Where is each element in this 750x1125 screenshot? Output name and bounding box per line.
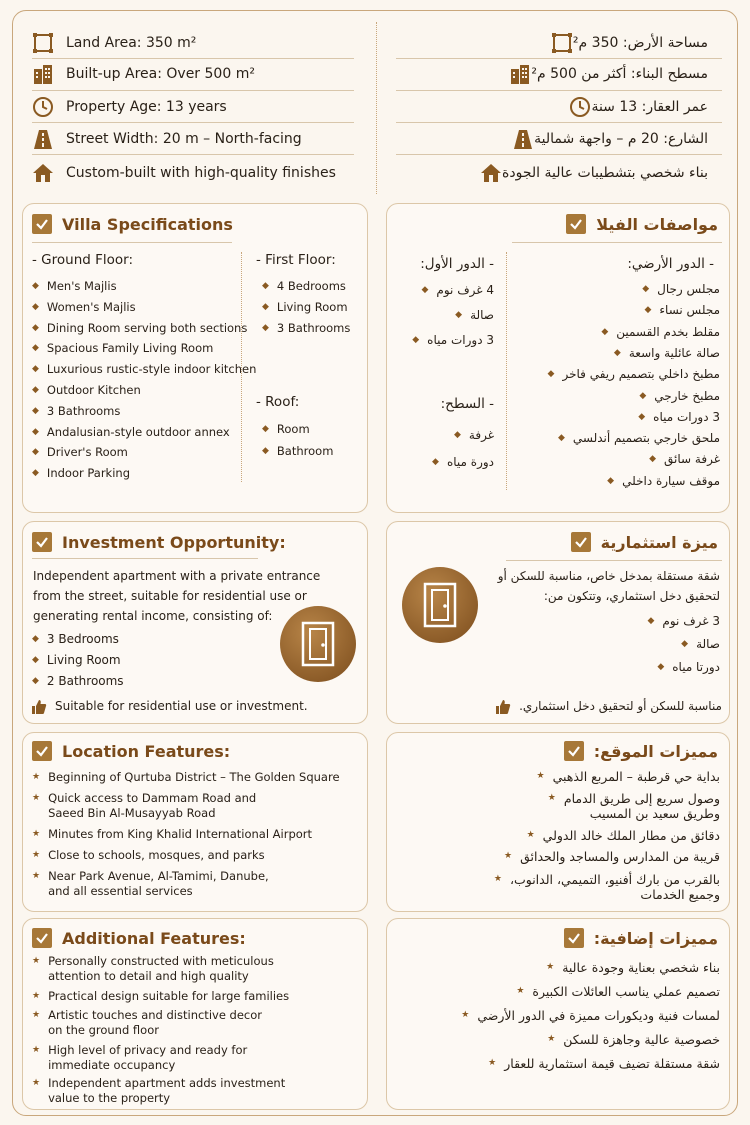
list-item [546,960,720,975]
fact-text: Custom-built with high-quality finishes [66,165,336,181]
checkbox-icon [32,928,52,948]
list-item [32,674,124,689]
list-item [547,1032,720,1047]
star-bullet-icon: ★ [546,962,555,972]
item-text: صالة [696,637,720,651]
section-title: Additional Features: [62,928,246,948]
list-item [32,383,141,398]
door-icon [402,567,478,643]
investment-en-heading [32,532,286,552]
star-bullet-icon: ★ [536,771,545,781]
item-text: بالقرب من بارك أفنيو، التميمي، الدانوب، وجميع الخدمات [509,872,720,902]
diamond-bullet-icon: ◆ [644,305,652,316]
star-bullet-icon: ★ [32,871,41,881]
list-item [649,452,720,467]
list-item [32,1008,262,1038]
star-bullet-icon: ★ [32,793,41,803]
diamond-bullet-icon: ◆ [32,634,39,644]
ground-floor-title: - Ground Floor: [32,252,134,268]
list-item [32,1043,247,1073]
diamond-bullet-icon: ◆ [262,301,269,312]
checkbox-icon [32,214,52,234]
fact-street-width [32,126,302,152]
item-text: 3 Bathrooms [276,320,351,335]
item-text: Driver's Room [46,445,128,460]
item-text: مطبخ داخلي بتصميم ريفي فاخر [562,367,720,382]
item-text: Andalusian-style outdoor annex [46,424,230,439]
list-item [32,632,119,647]
item-text: دورة مياه [446,455,494,469]
item-text: Living Room [276,299,348,314]
diamond-bullet-icon: ◆ [642,284,650,294]
list-item [548,791,720,821]
item-text: Beginning of Qurtuba District – The Golden Square [48,770,340,784]
list-item [412,333,494,348]
fact-text: مساحة الأرض: 350 م² [572,35,708,51]
star-bullet-icon: ★ [547,793,556,803]
item-text: مجلس رجال [657,282,720,296]
item-text: مجلس نساء [659,303,720,318]
star-bullet-icon: ★ [32,850,41,860]
item-text: Spacious Family Living Room [46,341,214,356]
door-icon [280,606,356,682]
item-text: Men's Majlis [46,279,117,293]
list-item [422,283,495,298]
diamond-bullet-icon: ◆ [32,281,39,291]
item-text: صالة عائلية واسعة [628,345,720,360]
list-item [32,425,230,440]
diamond-bullet-icon: ◆ [657,662,665,672]
item-text: قريبة من المدارس والمساجد والحدائق [520,849,720,864]
fact-text: مسطح البناء: أكثر من 500 م² [531,66,708,82]
diamond-bullet-icon: ◆ [649,454,657,465]
item-text: 3 Bedrooms [46,632,119,646]
diamond-bullet-icon: ◆ [32,343,39,354]
diamond-bullet-icon: ◆ [32,676,39,686]
diamond-bullet-icon: ◆ [613,347,621,358]
square-outline-icon [551,32,573,54]
item-text: تصميم عملي يناسب العائلات الكبيرة [532,984,720,999]
fact-text: الشارع: 20 م – واجهة شمالية [534,131,708,147]
list-item [32,653,121,668]
star-bullet-icon: ★ [32,1045,41,1055]
villa-specs-en-heading [32,214,233,234]
list-item [262,321,350,336]
diamond-bullet-icon: ◆ [639,390,647,401]
item-text: Near Park Avenue, Al-Tamimi, Danube, and all essential services [48,869,269,898]
road-icon [32,128,54,150]
star-bullet-icon: ★ [488,1058,497,1068]
diamond-bullet-icon: ◆ [32,322,39,333]
location-en-heading [32,741,230,761]
checkbox-icon [32,741,52,761]
diamond-bullet-icon: ◆ [557,433,565,444]
diamond-bullet-icon: ◆ [412,335,420,345]
item-text: دورتا مياه [672,660,720,674]
diamond-bullet-icon: ◆ [647,616,655,626]
thumbs-up-icon [495,699,511,715]
fact-land-area-ar [551,30,722,56]
list-item [642,282,720,297]
list-item [494,872,720,902]
roof-title-ar: - السطح: [440,396,494,412]
item-text: Close to schools, mosques, and parks [48,848,265,862]
first-floor-title: - First Floor: [256,252,336,268]
list-item [262,279,346,294]
investment-description: Independent apartment with a private entrance from the street, suitable for residential use or generating rental income, consisting of: [33,569,321,623]
list-item [504,849,720,864]
list-item [32,954,274,984]
item-text: مطبخ خارجي [654,388,720,403]
list-item [558,431,720,446]
list-item [32,341,213,356]
item-text: موقف سيارة داخلي [622,473,720,488]
investment-note-ar: مناسبة للسكن أو لتحقيق دخل استثماري. [495,699,722,715]
diamond-bullet-icon: ◆ [601,326,609,337]
buildings-icon [509,63,531,85]
checkbox-icon [564,741,584,761]
item-text: لمسات فنية وديكورات مميزة في الدور الأرضي [477,1008,720,1023]
fact-text: Land Area: 350 m² [66,35,197,51]
list-item [455,308,494,323]
list-item [638,410,720,425]
item-text: Minutes from King Khalid International Airport [48,827,313,841]
star-bullet-icon: ★ [547,1034,556,1044]
list-item [614,346,720,361]
item-text: 3 غرف نوم [662,614,720,628]
ground-floor-title-ar: - الدور الأرضي: [627,256,714,272]
fact-text: بناء شخصي بتشطيبات عالية الجودة [502,165,708,181]
diamond-bullet-icon: ◆ [681,639,689,649]
fact-builtup-area [32,61,255,87]
list-item [32,279,117,294]
star-bullet-icon: ★ [504,851,513,861]
list-item [262,300,348,315]
star-bullet-icon: ★ [32,829,41,839]
diamond-bullet-icon: ◆ [607,475,615,486]
list-item [32,869,269,899]
diamond-bullet-icon: ◆ [262,424,269,434]
item-text: 3 دورات مياه [427,333,494,347]
list-item [516,984,720,999]
fact-text: عمر العقار: 13 سنة [591,99,708,115]
item-text: Quick access to Dammam Road and Saeed Bin Al-Musayyab Road [48,791,257,820]
list-item [432,455,494,470]
list-item [527,828,720,843]
star-bullet-icon: ★ [461,1010,470,1020]
diamond-bullet-icon: ◆ [32,385,39,395]
item-text: Artistic touches and distinctive decor on the ground floor [48,1008,263,1037]
item-text: 2 Bathrooms [46,674,124,688]
list-item [32,848,265,863]
list-item [537,769,721,784]
list-item [601,325,720,340]
fact-land-area [32,30,196,56]
item-text: ملحق خارجي بتصميم أندلسي [572,431,720,446]
list-item [32,791,256,821]
item-text: 3 Bathrooms [46,403,121,418]
diamond-bullet-icon: ◆ [455,310,463,320]
facts-divider [376,22,377,194]
item-text: Outdoor Kitchen [46,383,141,397]
road-icon [512,128,534,150]
list-item [32,362,256,377]
section-title: مواصفات الفيلا [596,214,718,234]
star-bullet-icon: ★ [32,772,41,782]
item-text: وصول سريع إلى طريق الدمام وطريق سعيد بن المسيب [563,791,720,821]
house-icon [32,162,54,184]
list-item [548,367,720,382]
fact-text: Property Age: 13 years [66,99,227,115]
additional-ar-heading [564,928,718,948]
list-item [488,1056,720,1071]
item-text: 4 Bedrooms [276,279,346,293]
item-text: Dining Room serving both sections [46,320,248,335]
fact-property-age-ar [569,94,722,120]
list-item [644,303,720,318]
list-item [32,989,289,1004]
fact-builtup-area-ar [509,61,722,87]
star-bullet-icon: ★ [493,874,502,884]
section-title: Investment Opportunity: [62,532,286,552]
section-title: مميزات إضافية: [593,928,718,948]
house-icon [480,162,502,184]
item-text: غرفة سائق [664,452,720,467]
list-item [32,1076,285,1106]
checkbox-icon [566,214,586,234]
fact-text: Street Width: 20 m – North-facing [66,131,302,147]
buildings-icon [32,63,54,85]
star-bullet-icon: ★ [32,956,41,966]
investment-ar-heading [571,532,718,552]
item-text: Women's Majlis [46,299,136,314]
section-title: Villa Specifications [62,214,233,234]
diamond-bullet-icon: ◆ [32,655,39,665]
star-bullet-icon: ★ [32,991,41,1001]
diamond-bullet-icon: ◆ [547,369,555,380]
list-item [461,1008,720,1023]
item-text: مقلط بخدم القسمين [616,324,720,339]
item-text: Bathroom [276,443,334,458]
item-text: 3 دورات مياه [653,409,720,424]
checkbox-icon [564,928,584,948]
item-text: دقائق من مطار الملك خالد الدولي [542,828,720,843]
diamond-bullet-icon: ◆ [262,445,269,456]
item-text: Independent apartment adds investment value to the property [48,1076,286,1105]
list-item [32,827,312,842]
diamond-bullet-icon: ◆ [32,447,39,458]
list-item [32,445,128,460]
diamond-bullet-icon: ◆ [32,405,39,416]
item-text: 4 غرف نوم [436,283,494,297]
list-item [32,321,247,336]
list-item [262,444,333,459]
item-text: Living Room [46,653,121,667]
diamond-bullet-icon: ◆ [32,301,39,312]
list-item [32,404,120,419]
item-text: High level of privacy and ready for immediate occupancy [48,1043,248,1072]
fact-custom-built [32,160,336,186]
diamond-bullet-icon: ◆ [32,468,39,479]
item-text: Room [276,422,310,436]
star-bullet-icon: ★ [32,1010,41,1020]
diamond-bullet-icon: ◆ [421,285,429,295]
list-item [639,389,720,404]
list-item [648,614,721,629]
list-item [681,637,720,652]
diamond-bullet-icon: ◆ [262,281,269,291]
list-item [657,660,720,675]
item-text: بداية حي قرطبة – المربع الذهبي [552,769,720,784]
item-text: بناء شخصي بعناية وجودة عالية [562,960,720,975]
section-title: Location Features: [62,741,231,761]
diamond-bullet-icon: ◆ [454,430,461,440]
item-text: Luxurious rustic-style indoor kitchen [46,362,257,377]
checkbox-icon [571,532,591,552]
item-text: Personally constructed with meticulous attention to detail and high quality [48,954,274,983]
checkbox-icon [32,532,52,552]
location-ar-heading [564,741,718,761]
item-text: غرفة [468,428,494,442]
first-floor-title-ar: - الدور الأول: [420,256,494,272]
item-text: شقة مستقلة تضيف قيمة استثمارية للعقار [504,1056,720,1071]
fact-custom-built-ar [480,160,722,186]
additional-en-heading [32,928,246,948]
diamond-bullet-icon: ◆ [432,457,439,467]
item-text: Indoor Parking [46,466,130,481]
list-item [32,300,136,315]
fact-text: Built-up Area: Over 500 m² [66,66,255,82]
fact-property-age [32,94,227,120]
diamond-bullet-icon: ◆ [32,426,39,437]
fact-street-width-ar [512,126,722,152]
list-item [454,428,494,443]
section-title: ميزة استثمارية [600,532,718,552]
item-text: صالة [470,308,494,322]
list-item [32,770,340,785]
list-item [262,422,310,437]
diamond-bullet-icon: ◆ [32,364,39,375]
diamond-bullet-icon: ◆ [638,411,646,422]
roof-title: - Roof: [256,394,300,410]
item-text: خصوصية عالية وجاهزة للسكن [563,1032,720,1047]
star-bullet-icon: ★ [516,986,525,996]
thumbs-up-icon [31,699,47,715]
item-text: Practical design suitable for large families [48,989,290,1003]
investment-description-ar: شقة مستقلة بمدخل خاص، مناسبة للسكن أو لتحقيق دخل استثماري، وتتكون من: [497,569,720,603]
square-outline-icon [32,32,54,54]
villa-specs-ar-heading [566,214,718,234]
list-item [32,466,130,481]
investment-note: Suitable for residential use or investment. [31,699,308,715]
clock-icon [32,96,54,118]
star-bullet-icon: ★ [32,1078,41,1088]
section-title: مميزات الموقع: [593,741,718,761]
list-item [607,474,720,489]
diamond-bullet-icon: ◆ [262,322,269,333]
star-bullet-icon: ★ [526,830,535,840]
clock-icon [569,96,591,118]
